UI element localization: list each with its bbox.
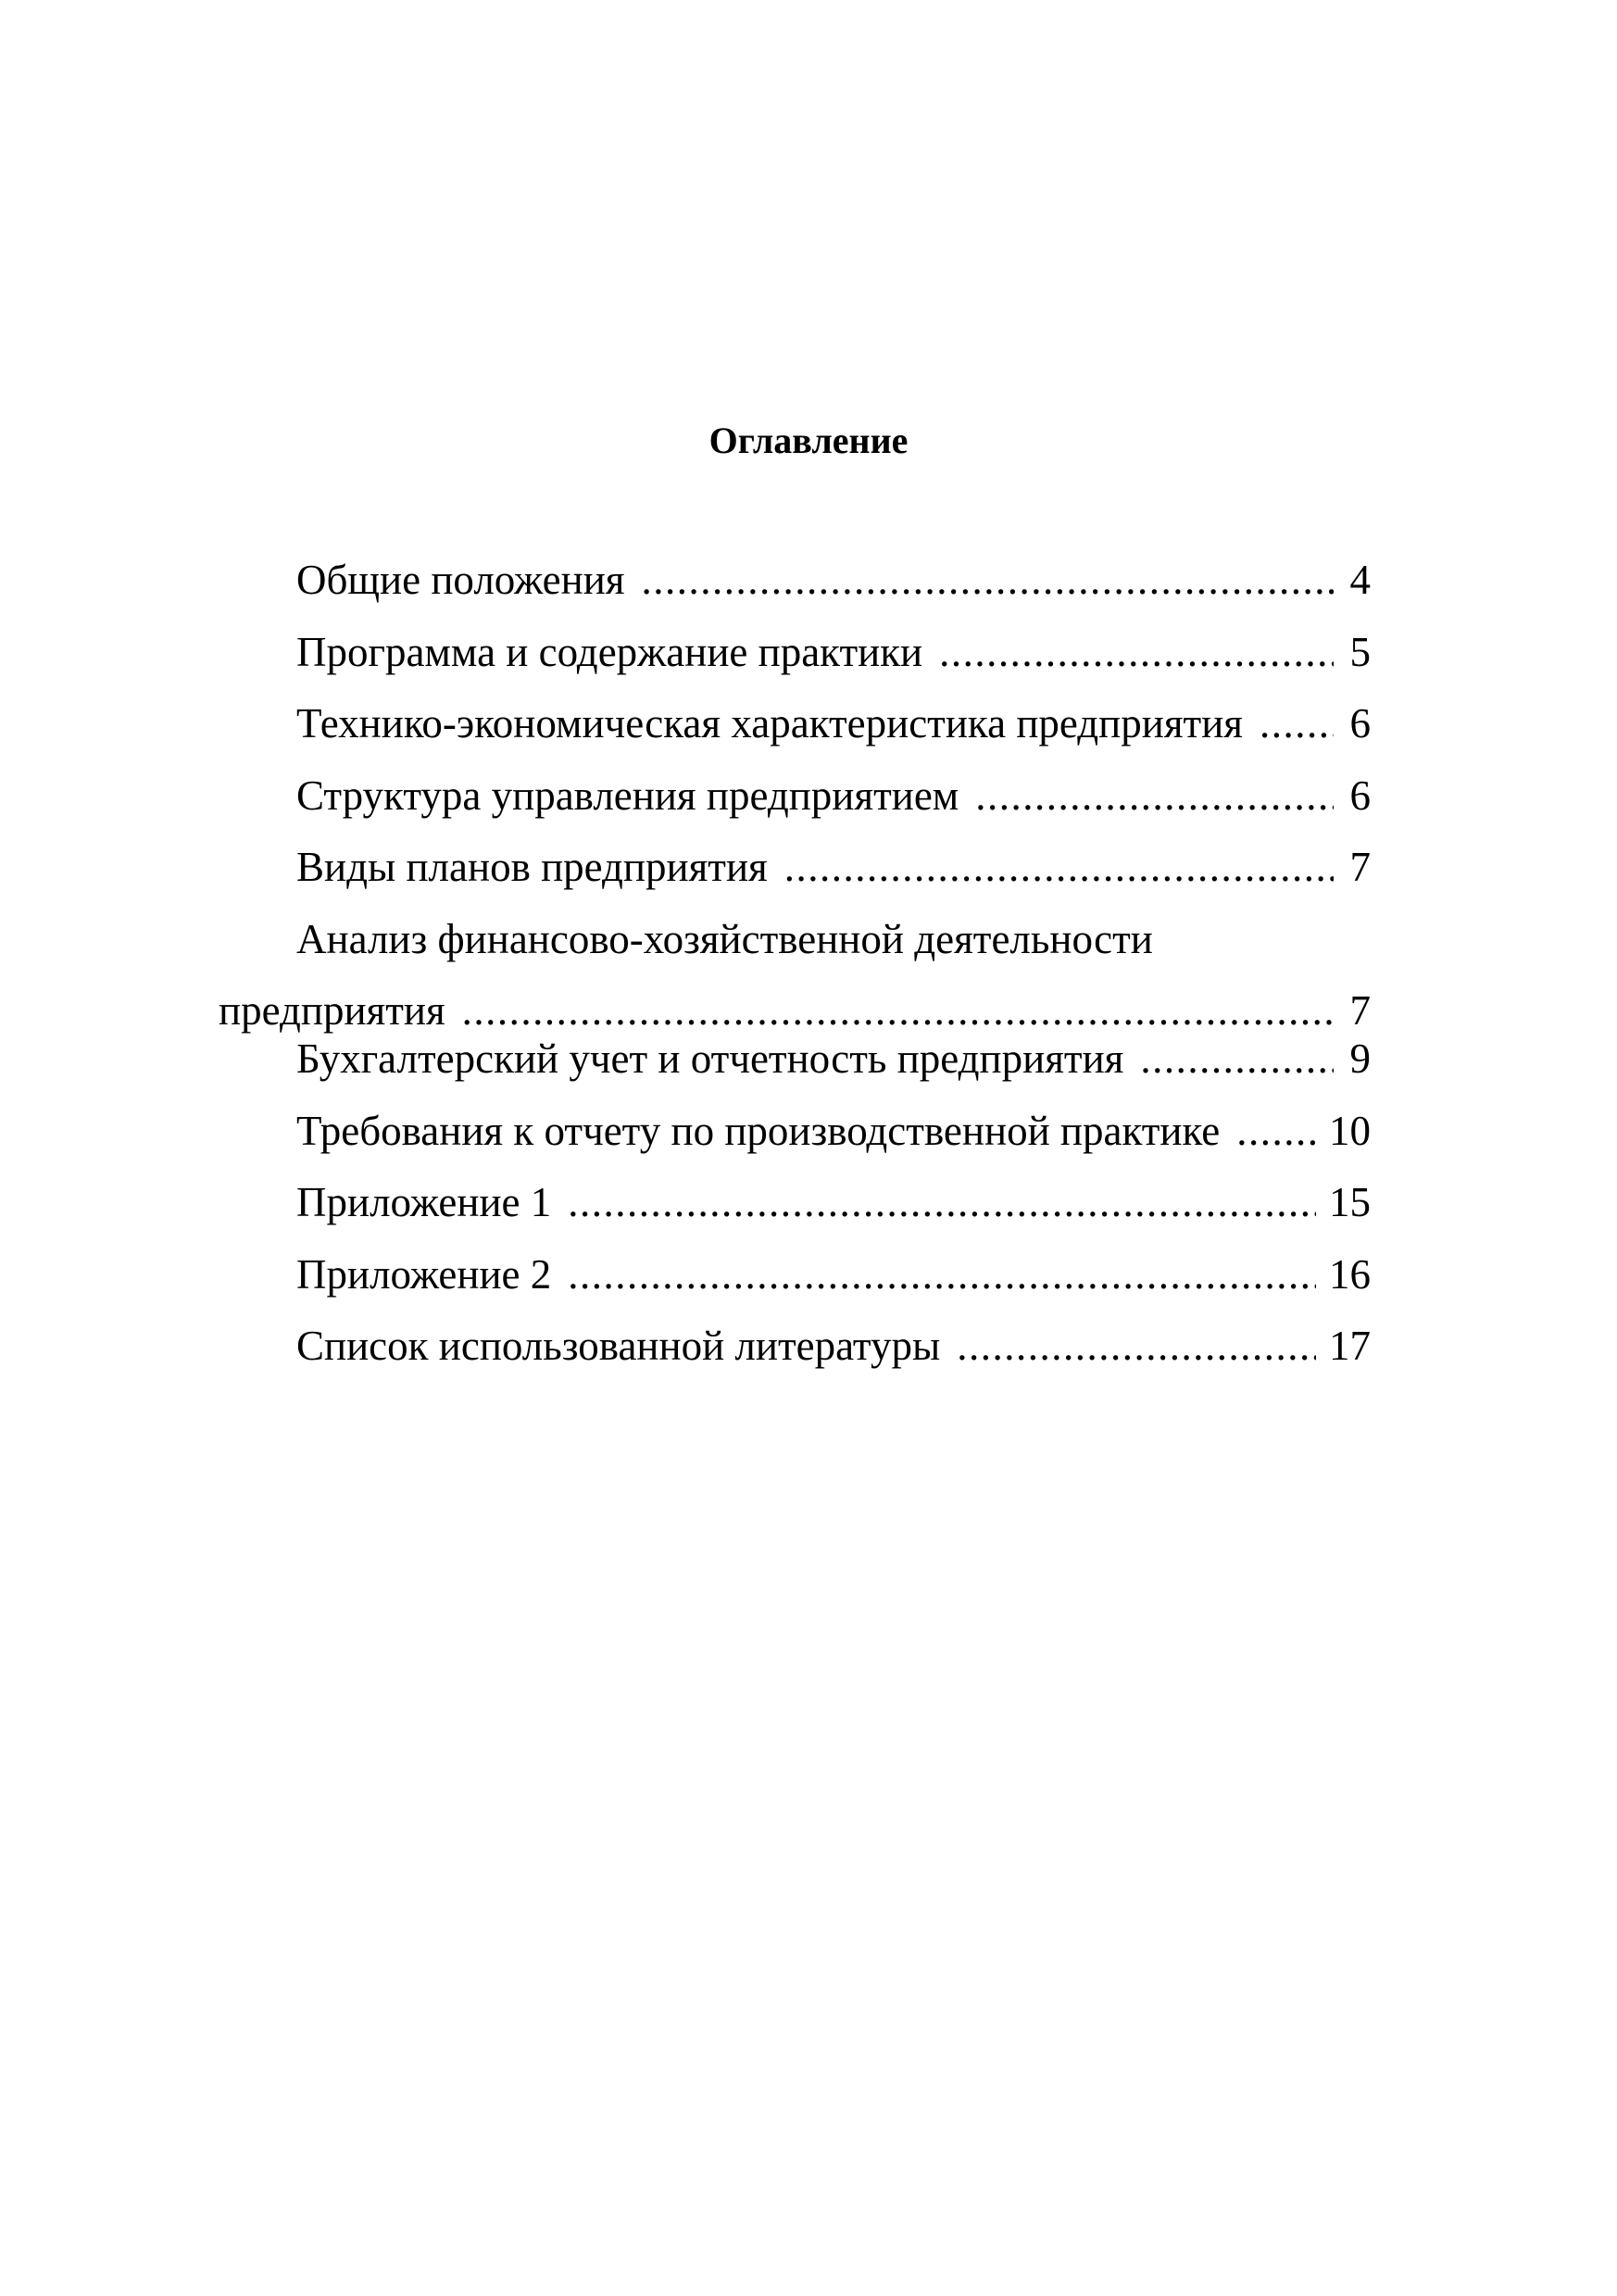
toc-entry-label: Анализ финансово-хозяйственной деятельности	[296, 915, 1153, 962]
toc-entry[interactable]	[219, 1107, 1371, 1179]
toc-entry-label: Требования к отчету по производственной практике	[296, 1107, 1221, 1154]
toc-leader-dots	[568, 1178, 1316, 1226]
toc-entry[interactable]	[219, 1322, 1371, 1394]
toc-entry-label: Программа и содержание практики	[296, 628, 923, 675]
toc-page-number: 16	[1329, 1250, 1371, 1298]
toc-entry-label: Приложение 1	[296, 1179, 552, 1226]
toc-entry-label: Структура управления предприятием	[296, 772, 959, 819]
toc-leader-dots	[1140, 1035, 1334, 1083]
toc-entry-label: Бухгалтерский учет и отчетность предприятия	[296, 1035, 1124, 1082]
toc-leader-dots	[1236, 1107, 1316, 1155]
toc-entry[interactable]	[219, 1035, 1371, 1107]
toc-entry[interactable]	[219, 628, 1371, 700]
toc-entry[interactable]	[219, 772, 1371, 844]
toc-page-number: 7	[1349, 986, 1371, 1034]
toc-leader-dots	[642, 556, 1334, 604]
toc-leader-dots	[957, 1322, 1316, 1370]
toc-entry[interactable]	[219, 1178, 1371, 1250]
toc-page-number: 15	[1329, 1179, 1371, 1226]
toc-entry[interactable]	[219, 843, 1371, 915]
toc-entry-label: Виды планов предприятия	[296, 844, 768, 891]
toc-entry[interactable]	[219, 556, 1371, 628]
toc-leader-dots	[462, 986, 1334, 1035]
toc-leader-dots	[1260, 699, 1334, 747]
toc-leader-dots	[784, 843, 1334, 891]
toc-entry[interactable]	[219, 1250, 1371, 1323]
toc-entry-label: Общие положения	[296, 557, 625, 603]
toc-page-number: 6	[1349, 772, 1371, 819]
toc-page-number: 4	[1349, 557, 1371, 603]
toc-page-number: 6	[1349, 700, 1371, 747]
toc-page-number: 17	[1329, 1323, 1371, 1370]
toc-leader-dots	[975, 772, 1334, 820]
toc-leader-dots	[568, 1250, 1316, 1299]
toc-entry-label: Список использованной литературы	[296, 1323, 941, 1370]
toc-page-number: 7	[1349, 844, 1371, 891]
table-of-contents	[219, 556, 1371, 1394]
toc-entry[interactable]	[219, 699, 1371, 772]
toc-leader-dots	[939, 628, 1334, 676]
toc-page-number: 9	[1349, 1035, 1371, 1082]
toc-page-number: 5	[1349, 628, 1371, 675]
toc-page-number: 10	[1329, 1107, 1371, 1154]
toc-entry-label: Технико-экономическая характеристика предприятия	[296, 700, 1243, 747]
toc-entry-label-continued: предприятия	[219, 986, 445, 1034]
toc-entry[interactable]	[219, 915, 1371, 1035]
toc-entry-label: Приложение 2	[296, 1250, 552, 1298]
page-title: Оглавление	[708, 420, 909, 461]
